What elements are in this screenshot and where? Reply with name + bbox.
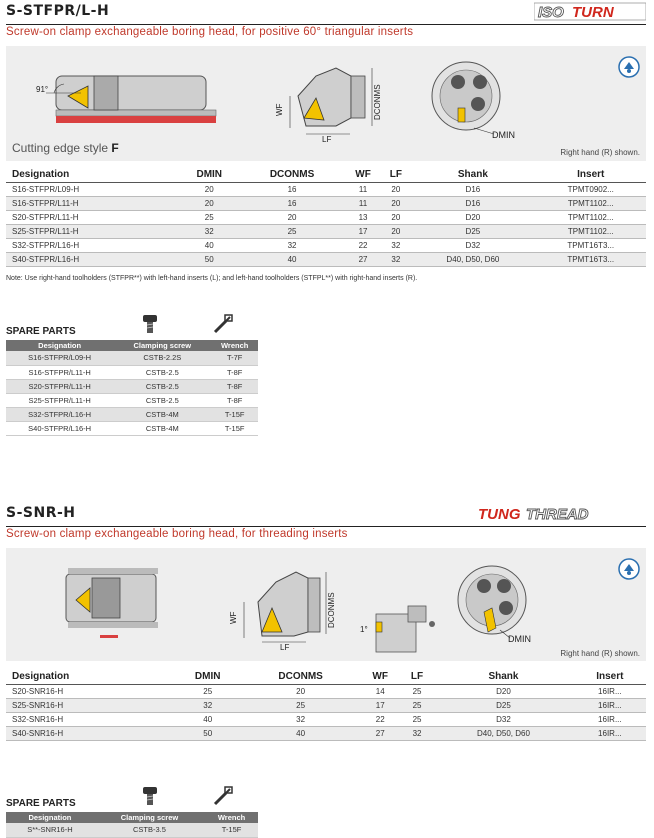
- table-cell: 40: [179, 239, 239, 253]
- table-cell: 16IR...: [574, 727, 646, 741]
- svg-text:WF: WF: [275, 103, 284, 116]
- column-header: Wrench: [205, 812, 258, 823]
- table-cell: 25: [174, 685, 242, 699]
- spare-row: [6, 407, 258, 421]
- table-cell: 27: [345, 253, 382, 267]
- table-row: [6, 239, 646, 253]
- spec-table-header: [6, 167, 646, 183]
- table-cell: D32: [433, 713, 573, 727]
- table-cell: D32: [410, 239, 535, 253]
- table-row: [6, 197, 646, 211]
- table-cell: S16-STFPR/L09-H: [6, 183, 179, 197]
- table-cell: 20: [381, 225, 410, 239]
- svg-text:LF: LF: [322, 135, 332, 144]
- column-header: Designation: [6, 340, 113, 351]
- wrench-icon: [212, 785, 234, 807]
- screw-icon: [140, 785, 160, 807]
- svg-text:DMIN: DMIN: [508, 634, 531, 644]
- section-header: [6, 505, 646, 527]
- table-cell: 16IR...: [574, 685, 646, 699]
- boring-sketch: [36, 76, 216, 123]
- head-sketch: [229, 572, 336, 652]
- table-cell: S32-STFPR/L16-H: [6, 239, 179, 253]
- end-view-sketch: [432, 62, 515, 140]
- svg-text:1°: 1°: [360, 625, 368, 634]
- table-cell: S16-STFPR/L11-H: [6, 197, 179, 211]
- column-header: DMIN: [174, 669, 242, 685]
- table-cell: 20: [242, 685, 360, 699]
- table-cell: 25: [401, 699, 433, 713]
- table-cell: S20-SNR16-H: [6, 685, 174, 699]
- spare-row: [6, 351, 258, 365]
- table-cell: TPMT16T3...: [535, 239, 646, 253]
- table-row: [6, 183, 646, 197]
- table-cell: CSTB-2.5: [113, 379, 211, 393]
- table-cell: 20: [381, 183, 410, 197]
- column-header: LF: [401, 669, 433, 685]
- column-header: DMIN: [179, 167, 239, 183]
- table-cell: CSTB-2.5: [113, 365, 211, 379]
- table-cell: S40-STFPR/L16-H: [6, 421, 113, 435]
- spec-table-header: [6, 669, 646, 685]
- hand-note: Right hand (R) shown.: [560, 649, 640, 658]
- tag-icon: [618, 558, 640, 580]
- table-cell: 40: [242, 727, 360, 741]
- hand-note: Right hand (R) shown.: [560, 148, 640, 157]
- product-title: S-SNR-H: [6, 505, 76, 521]
- table-cell: 20: [381, 197, 410, 211]
- side-view-sketch: [360, 606, 435, 652]
- table-row: [6, 713, 646, 727]
- section-stfpr: [0, 3, 654, 443]
- table-cell: 13: [345, 211, 382, 225]
- spare-row: [6, 379, 258, 393]
- table-cell: T-15F: [211, 407, 258, 421]
- spare-parts-title: SPARE PARTS: [6, 798, 76, 809]
- table-cell: TPMT1102...: [535, 197, 646, 211]
- column-header: Designation: [6, 669, 174, 685]
- cutting-edge-style: Cutting edge style F: [12, 141, 119, 155]
- table-row: [6, 225, 646, 239]
- table-cell: 22: [360, 713, 401, 727]
- header-row: [6, 167, 646, 183]
- table-cell: S16-STFPR/L09-H: [6, 351, 113, 365]
- section-header: [6, 3, 646, 25]
- svg-text:WF: WF: [229, 611, 238, 624]
- table-row: [6, 211, 646, 225]
- table-cell: 25: [401, 713, 433, 727]
- table-cell: S32-STFPR/L16-H: [6, 407, 113, 421]
- column-header: DCONMS: [239, 167, 344, 183]
- table-cell: TPMT1102...: [535, 211, 646, 225]
- table-cell: 32: [401, 727, 433, 741]
- isoturn-logo: [534, 1, 646, 21]
- spare-row: [6, 421, 258, 435]
- table-cell: 40: [239, 253, 344, 267]
- spec-table-body: [6, 183, 646, 267]
- table-cell: S40-STFPR/L16-H: [6, 253, 179, 267]
- table-cell: S20-STFPR/L11-H: [6, 379, 113, 393]
- table-cell: D16: [410, 197, 535, 211]
- table-cell: 16IR...: [574, 713, 646, 727]
- tungthread-logo: [476, 503, 646, 523]
- column-header: Shank: [410, 167, 535, 183]
- table-row: [6, 699, 646, 713]
- table-cell: CSTB-3.5: [94, 823, 205, 837]
- table-row: [6, 685, 646, 699]
- table-cell: S**-SNR16-H: [6, 823, 94, 837]
- table-cell: T-7F: [211, 351, 258, 365]
- header-row: [6, 340, 258, 351]
- product-title: S-STFPR/L-H: [6, 3, 110, 19]
- svg-text:LF: LF: [280, 643, 290, 652]
- table-cell: S32-SNR16-H: [6, 713, 174, 727]
- table-cell: CSTB-4M: [113, 421, 211, 435]
- head-sketch: [275, 68, 382, 144]
- product-figure: [6, 46, 646, 161]
- spare-parts-table: [6, 340, 258, 436]
- svg-text:ISO: ISO: [538, 4, 564, 21]
- table-cell: TPMT0902...: [535, 183, 646, 197]
- table-cell: 25: [401, 685, 433, 699]
- table-cell: 16: [239, 183, 344, 197]
- table-cell: S40-SNR16-H: [6, 727, 174, 741]
- table-cell: T-15F: [205, 823, 258, 837]
- table-cell: D40, D50, D60: [410, 253, 535, 267]
- table-cell: D20: [433, 685, 573, 699]
- svg-text:91°: 91°: [36, 85, 49, 94]
- table-cell: D25: [433, 699, 573, 713]
- table-cell: 11: [345, 183, 382, 197]
- spec-table-body: [6, 685, 646, 741]
- table-cell: 14: [360, 685, 401, 699]
- column-header: Insert: [574, 669, 646, 685]
- tool-drawing: [6, 548, 646, 661]
- column-header: Designation: [6, 167, 179, 183]
- table-cell: 32: [381, 253, 410, 267]
- table-cell: 32: [381, 239, 410, 253]
- table-cell: 16IR...: [574, 699, 646, 713]
- spare-parts-table: [6, 812, 258, 838]
- svg-text:DCONMS: DCONMS: [373, 84, 382, 120]
- table-cell: 22: [345, 239, 382, 253]
- column-header: Shank: [433, 669, 573, 685]
- table-cell: 25: [239, 225, 344, 239]
- table-cell: 50: [179, 253, 239, 267]
- section-snr: [0, 505, 654, 838]
- svg-text:DMIN: DMIN: [492, 130, 515, 140]
- end-view-sketch: [458, 566, 531, 644]
- spec-table: [6, 167, 646, 267]
- spare-row: [6, 393, 258, 407]
- svg-text:TURN: TURN: [572, 4, 614, 21]
- column-header: DCONMS: [242, 669, 360, 685]
- header-row: [6, 812, 258, 823]
- table-cell: 40: [174, 713, 242, 727]
- table-cell: D20: [410, 211, 535, 225]
- table-cell: CSTB-4M: [113, 407, 211, 421]
- spare-parts-title: SPARE PARTS: [6, 326, 76, 337]
- table-cell: TPMT16T3...: [535, 253, 646, 267]
- table-cell: 32: [242, 713, 360, 727]
- column-header: Clamping screw: [94, 812, 205, 823]
- header-row: [6, 669, 646, 685]
- table-cell: 11: [345, 197, 382, 211]
- table-cell: S25-SNR16-H: [6, 699, 174, 713]
- table-cell: D25: [410, 225, 535, 239]
- table-cell: CSTB-2.2S: [113, 351, 211, 365]
- svg-text:THREAD: THREAD: [526, 506, 589, 523]
- spare-row: [6, 823, 258, 837]
- table-cell: 25: [242, 699, 360, 713]
- table-cell: S25-STFPR/L11-H: [6, 225, 179, 239]
- table-cell: T-8F: [211, 379, 258, 393]
- table-row: [6, 253, 646, 267]
- table-cell: D16: [410, 183, 535, 197]
- table-cell: TPMT1102...: [535, 225, 646, 239]
- column-header: LF: [381, 167, 410, 183]
- table-cell: 32: [239, 239, 344, 253]
- product-subtitle: Screw-on clamp exchangeable boring head, for threading inserts: [6, 528, 348, 540]
- table-cell: S16-STFPR/L11-H: [6, 365, 113, 379]
- threading-sketch: [66, 568, 158, 638]
- table-cell: 17: [345, 225, 382, 239]
- table-cell: 27: [360, 727, 401, 741]
- table-cell: 20: [179, 183, 239, 197]
- spec-table: [6, 669, 646, 741]
- table-cell: S25-STFPR/L11-H: [6, 393, 113, 407]
- column-header: WF: [360, 669, 401, 685]
- table-cell: T-15F: [211, 421, 258, 435]
- table-cell: 32: [174, 699, 242, 713]
- table-cell: 17: [360, 699, 401, 713]
- table-cell: D40, D50, D60: [433, 727, 573, 741]
- wrench-icon: [212, 313, 234, 335]
- column-header: Designation: [6, 812, 94, 823]
- table-cell: T-8F: [211, 365, 258, 379]
- table-cell: T-8F: [211, 393, 258, 407]
- table-row: [6, 727, 646, 741]
- table-cell: 20: [239, 211, 344, 225]
- usage-note: Note: Use right-hand toolholders (STFPR**) with left-hand inserts (L); and left-hand toolholders (STFPL**) with right-hand inserts (R).: [6, 275, 418, 282]
- table-cell: 50: [174, 727, 242, 741]
- product-figure: [6, 548, 646, 661]
- table-cell: CSTB-2.5: [113, 393, 211, 407]
- screw-icon: [140, 313, 160, 335]
- spare-row: [6, 365, 258, 379]
- table-cell: S20-STFPR/L11-H: [6, 211, 179, 225]
- column-header: WF: [345, 167, 382, 183]
- product-subtitle: Screw-on clamp exchangeable boring head, for positive 60° triangular inserts: [6, 26, 414, 38]
- table-cell: 20: [179, 197, 239, 211]
- column-header: Wrench: [211, 340, 258, 351]
- table-cell: 32: [179, 225, 239, 239]
- svg-text:DCONMS: DCONMS: [327, 592, 336, 628]
- column-header: Insert: [535, 167, 646, 183]
- table-cell: 20: [381, 211, 410, 225]
- column-header: Clamping screw: [113, 340, 211, 351]
- svg-text:TUNG: TUNG: [478, 506, 521, 523]
- tag-icon: [618, 56, 640, 78]
- table-cell: 16: [239, 197, 344, 211]
- table-cell: 25: [179, 211, 239, 225]
